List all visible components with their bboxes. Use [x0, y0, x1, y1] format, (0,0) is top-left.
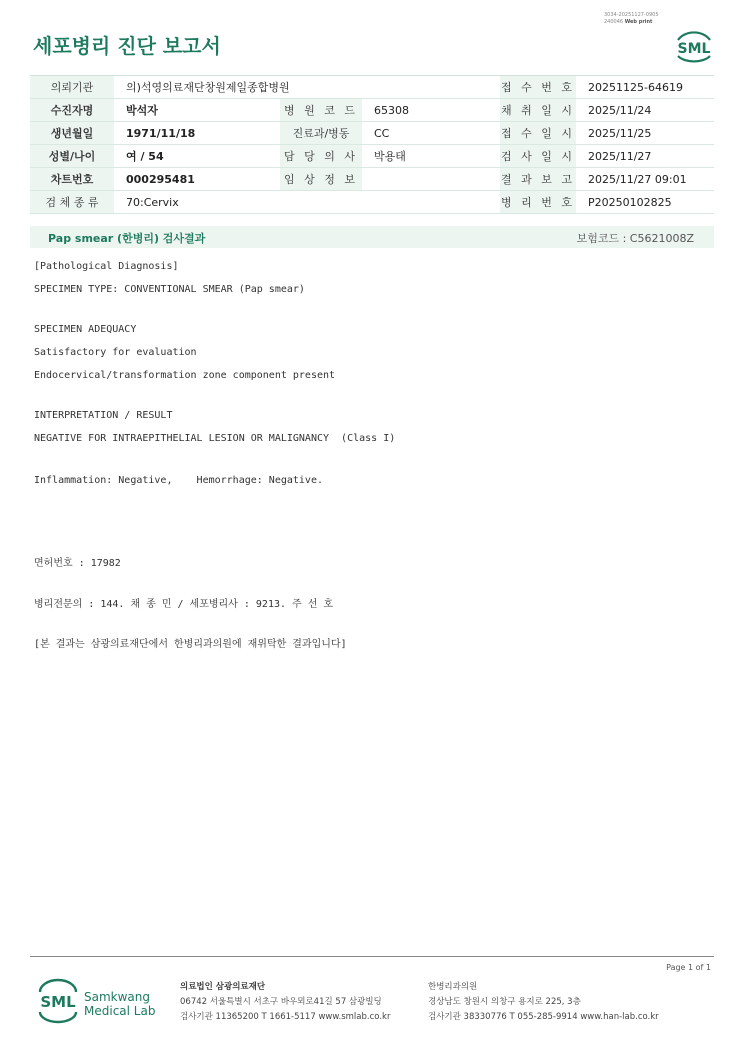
label-report-date: 결 과 보 고 — [500, 168, 576, 191]
info-row-birth — [30, 122, 714, 145]
value-requesting-institution: 의)석영의료재단창원제일종합병원 — [114, 76, 500, 99]
info-row-requester — [30, 76, 714, 99]
value-collection-date: 2025/11/24 — [576, 99, 714, 122]
pathologist-line: 병리전문의 : 144. 채 종 민 / 세포병리사 : 9213. 주 선 호 — [34, 599, 334, 610]
info-row-chart — [30, 168, 714, 191]
footer-lab-name-line2: Medical Lab — [84, 1004, 156, 1018]
adequacy-heading: SPECIMEN ADEQUACY — [34, 324, 137, 335]
result-section-header — [30, 226, 714, 248]
label-department: 진료과/병동 — [280, 122, 362, 145]
footer-divider — [30, 956, 714, 957]
inflammation-line: Inflammation: Negative, Hemorrhage: Negative. — [34, 475, 323, 486]
svg-text:SML: SML — [677, 41, 711, 57]
footer-samkwang-address: 06742 서울특별시 서초구 바우뫼로41길 57 삼광빌딩 — [180, 997, 382, 1007]
footer-hanpathology-name: 한병리과의원 — [428, 982, 478, 992]
result-section-title: Pap smear (한병리) 검사결과 — [48, 232, 206, 245]
value-birth-date: 1971/11/18 — [114, 122, 280, 145]
document-code-line1: 3034-20251127-0905 — [604, 12, 659, 18]
footer-hanpathology-contact: 검사기관 38330776 T 055-285-9914 www.han-lab.co.kr — [428, 1012, 659, 1022]
label-requesting-institution: 의뢰기관 — [30, 76, 114, 99]
value-department: CC — [362, 122, 500, 145]
value-report-date: 2025/11/27 09:01 — [576, 168, 714, 191]
label-patient-name: 수진자명 — [30, 99, 114, 122]
value-hospital-code: 65308 — [362, 99, 500, 122]
label-receipt-date: 접 수 일 시 — [500, 122, 576, 145]
footer-hanpathology-info — [428, 980, 659, 1025]
patient-info-table — [30, 75, 714, 214]
footer-lab-name — [84, 990, 155, 1018]
info-row-sex-age — [30, 145, 714, 168]
footer-lab-name-line1: Samkwang — [84, 990, 150, 1004]
label-pathology-number: 병 리 번 호 — [500, 191, 576, 214]
footer-samkwang-info — [180, 980, 390, 1025]
label-chart-number: 차트번호 — [30, 168, 114, 191]
value-pathology-number: P20250102825 — [576, 191, 714, 214]
adequacy-line-1: Satisfactory for evaluation — [34, 347, 197, 358]
info-row-patient — [30, 99, 714, 122]
diagnosis-heading: [Pathological Diagnosis] — [34, 261, 179, 272]
footer-hanpathology-address: 경상남도 창원시 의창구 용지로 225, 3층 — [428, 997, 581, 1007]
value-patient-name: 박석자 — [114, 99, 280, 122]
insurance-code: 보험코드 : C5621008Z — [576, 232, 694, 245]
print-type: Web print — [624, 19, 653, 25]
value-sex-age: 여 / 54 — [114, 145, 280, 168]
interpretation-heading: INTERPRETATION / RESULT — [34, 410, 173, 421]
label-collection-date: 채 취 일 시 — [500, 99, 576, 122]
label-accession-number: 접 수 번 호 — [500, 76, 576, 99]
license-number: 면허번호 : 17982 — [34, 558, 121, 569]
label-clinical-info: 임 상 정 보 — [280, 168, 362, 191]
footer-samkwang-name: 의료법인 삼광의료재단 — [180, 982, 266, 992]
value-accession-number: 20251125-64619 — [576, 76, 714, 99]
sml-logo-icon — [672, 28, 716, 64]
value-clinical-info — [362, 168, 500, 191]
specimen-type-line: SPECIMEN TYPE: CONVENTIONAL SMEAR (Pap smear) — [34, 284, 305, 295]
label-doctor: 담 당 의 사 — [280, 145, 362, 168]
samkwang-logo-icon — [36, 978, 80, 1024]
document-code-line2: 240046 — [604, 19, 624, 25]
adequacy-line-2: Endocervical/transformation zone component present — [34, 370, 336, 381]
label-birth-date: 생년월일 — [30, 122, 114, 145]
value-doctor: 박용태 — [362, 145, 500, 168]
info-row-specimen — [30, 191, 714, 214]
label-sex-age: 성별/나이 — [30, 145, 114, 168]
page-number: Page 1 of 1 — [666, 963, 711, 972]
label-hospital-code: 병 원 코 드 — [280, 99, 362, 122]
svg-text:SML: SML — [40, 993, 76, 1011]
document-code — [604, 12, 659, 26]
value-chart-number: 000295481 — [114, 168, 280, 191]
value-specimen-type: 70:Cervix — [114, 191, 500, 214]
value-exam-date: 2025/11/27 — [576, 145, 714, 168]
page-title: 세포병리 진단 보고서 — [33, 34, 221, 58]
label-specimen-type: 검 체 종 류 — [30, 191, 114, 214]
outsourcing-note: [본 결과는 삼광의료재단에서 한병리과의원에 재위탁한 결과입니다] — [34, 639, 347, 650]
footer-samkwang-contact: 검사기관 11365200 T 1661-5117 www.smlab.co.kr — [180, 1012, 391, 1022]
interpretation-result: NEGATIVE FOR INTRAEPITHELIAL LESION OR MALIGNANCY (Class I) — [34, 433, 396, 444]
value-receipt-date: 2025/11/25 — [576, 122, 714, 145]
label-exam-date: 검 사 일 시 — [500, 145, 576, 168]
